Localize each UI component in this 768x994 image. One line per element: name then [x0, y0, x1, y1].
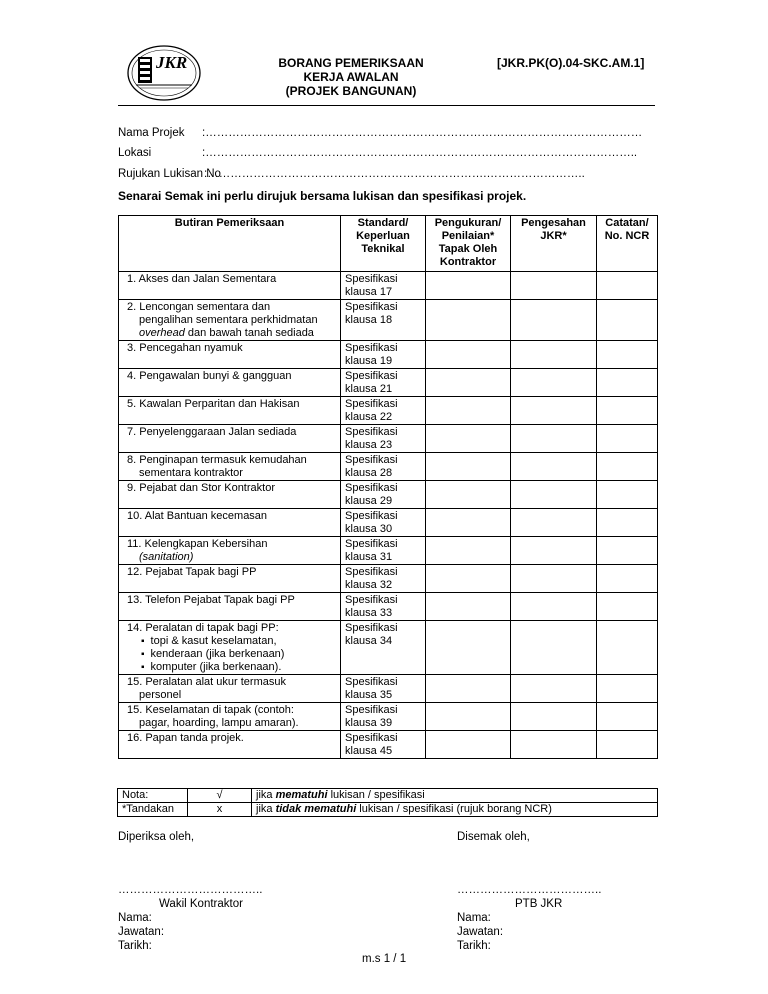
spec-line: Spesifikasi	[345, 676, 398, 688]
bullet-item: ▪ komputer (jika berkenaan).	[141, 661, 336, 674]
pengukuran-cell[interactable]	[426, 300, 511, 341]
item-line: overhead dan bawah tanah sediada	[139, 327, 314, 339]
catatan-cell[interactable]	[597, 453, 658, 481]
table-row	[119, 675, 658, 703]
left-nama: Nama:	[118, 912, 152, 924]
pengesahan-cell[interactable]	[511, 397, 597, 425]
title-line-1: BORANG PEMERIKSAAN	[278, 56, 424, 70]
spec-cell	[341, 593, 426, 621]
catatan-cell[interactable]	[597, 537, 658, 565]
item-line: 4. Pengawalan bunyi & gangguan	[127, 370, 292, 382]
field-value: :……………………………………………………………….……………………..	[204, 168, 585, 180]
bullet-item: ▪ topi & kasut keselamatan,	[141, 635, 336, 648]
item-line: sementara kontraktor	[139, 467, 243, 479]
item-line: 10. Alat Bantuan kecemasan	[127, 510, 268, 522]
spec-line: Spesifikasi	[345, 594, 398, 606]
form-code: [JKR.PK(O).04-SKC.AM.1]	[497, 56, 645, 70]
catatan-cell[interactable]	[597, 341, 658, 369]
table-row	[119, 369, 658, 397]
spec-line: klausa 18	[345, 314, 393, 326]
right-role: PTB JKR	[515, 898, 563, 910]
item-line: 16. Papan tanda projek.	[127, 732, 244, 744]
spec-line: klausa 17	[345, 286, 393, 298]
spec-cell	[341, 425, 426, 453]
bullet-list	[127, 635, 336, 674]
spec-cell	[341, 369, 426, 397]
spec-line: Spesifikasi	[345, 732, 398, 744]
pengesahan-cell[interactable]	[511, 453, 597, 481]
table-row	[119, 425, 658, 453]
tandakan-label: *Tandakan	[118, 803, 188, 817]
nota-line-1: jika mematuhi lukisan / spesifikasi	[252, 789, 658, 803]
table-row	[119, 397, 658, 425]
pengesahan-cell[interactable]	[511, 300, 597, 341]
left-role: Wakil Kontraktor	[159, 898, 243, 910]
item-cell	[119, 675, 341, 703]
field-nama-projek	[118, 127, 658, 139]
left-jawatan: Jawatan:	[118, 926, 165, 938]
item-cell	[119, 300, 341, 341]
catatan-cell[interactable]	[597, 425, 658, 453]
field-value: :…………………………………………………………………………………………………..	[202, 147, 638, 159]
catatan-cell[interactable]	[597, 369, 658, 397]
spec-line: klausa 34	[345, 635, 393, 647]
table-row	[119, 621, 658, 675]
table-row	[119, 731, 658, 759]
left-tarikh: Tarikh:	[118, 940, 152, 952]
spec-cell	[341, 397, 426, 425]
catatan-cell[interactable]	[597, 703, 658, 731]
spec-line: klausa 30	[345, 523, 393, 535]
nota-row-2	[118, 803, 658, 817]
title-line-2: KERJA AWALAN	[303, 70, 399, 84]
spec-line: Spesifikasi	[345, 301, 398, 313]
item-line: 15. Peralatan alat ukur termasuk	[127, 676, 286, 688]
header-pengukuran: Pengukuran/ Penilaian* Tapak Oleh Kontraktor	[426, 216, 511, 272]
item-line: pengalihan sementara perkhidmatan	[139, 314, 318, 326]
spec-line: klausa 45	[345, 745, 393, 757]
spec-line: Spesifikasi	[345, 454, 398, 466]
spec-line: klausa 39	[345, 717, 393, 729]
nota-table	[117, 788, 658, 817]
pengesahan-cell[interactable]	[511, 425, 597, 453]
item-cell	[119, 272, 341, 300]
pengesahan-cell[interactable]	[511, 593, 597, 621]
form-title	[260, 56, 442, 98]
item-cell	[119, 509, 341, 537]
catatan-cell[interactable]	[597, 272, 658, 300]
spec-line: klausa 33	[345, 607, 393, 619]
item-line: (sanitation)	[139, 551, 194, 563]
item-line: 13. Telefon Pejabat Tapak bagi PP	[127, 594, 295, 606]
header-rule	[118, 105, 655, 106]
pengesahan-cell[interactable]	[511, 703, 597, 731]
item-cell	[119, 425, 341, 453]
page-number: m.s 1 / 1	[362, 953, 407, 965]
spec-line: Spesifikasi	[345, 566, 398, 578]
pengesahan-cell[interactable]	[511, 537, 597, 565]
item-line: personel	[139, 689, 182, 701]
pengukuran-cell[interactable]	[426, 425, 511, 453]
left-signature-line: ………………………………..	[118, 884, 263, 896]
pengukuran-cell[interactable]	[426, 621, 511, 675]
table-row	[119, 537, 658, 565]
logo-text: JKR	[156, 53, 188, 72]
pengesahan-cell[interactable]	[511, 481, 597, 509]
spec-line: Spesifikasi	[345, 370, 398, 382]
table-row	[119, 481, 658, 509]
field-value: :……………………………………………………………………………………………………	[202, 127, 643, 139]
field-label: Rujukan Lukisan No	[118, 168, 221, 180]
table-row	[119, 453, 658, 481]
pengukuran-cell[interactable]	[426, 272, 511, 300]
spec-cell	[341, 272, 426, 300]
item-line: 15. Keselamatan di tapak (contoh:	[127, 704, 294, 716]
spec-line: Spesifikasi	[345, 704, 398, 716]
item-cell	[119, 621, 341, 675]
item-line: 14. Peralatan di tapak bagi PP:	[127, 622, 279, 634]
table-row	[119, 593, 658, 621]
pengesahan-cell[interactable]	[511, 731, 597, 759]
field-rujukan-lukisan	[118, 168, 658, 180]
disemak-heading: Disemak oleh,	[457, 831, 530, 843]
spec-cell	[341, 453, 426, 481]
item-cell	[119, 593, 341, 621]
table-row	[119, 300, 658, 341]
jkr-logo	[126, 43, 202, 103]
header-catatan: Catatan/ No. NCR	[597, 216, 658, 272]
spec-line: klausa 19	[345, 355, 393, 367]
spec-line: klausa 32	[345, 579, 393, 591]
spec-line: klausa 29	[345, 495, 393, 507]
catatan-cell[interactable]	[597, 509, 658, 537]
header-standard: Standard/ Keperluan Teknikal	[341, 216, 426, 272]
item-cell	[119, 481, 341, 509]
spec-line: klausa 23	[345, 439, 393, 451]
spec-line: Spesifikasi	[345, 482, 398, 494]
table-row	[119, 703, 658, 731]
right-nama: Nama:	[457, 912, 491, 924]
right-tarikh: Tarikh:	[457, 940, 491, 952]
item-line: 1. Akses dan Jalan Sementara	[127, 273, 277, 285]
pengukuran-cell[interactable]	[426, 537, 511, 565]
item-cell	[119, 703, 341, 731]
item-line: 7. Penyelenggaraan Jalan sediada	[127, 426, 297, 438]
nota-line-2: jika tidak mematuhi lukisan / spesifikasi (rujuk borang NCR)	[252, 803, 658, 817]
item-cell	[119, 537, 341, 565]
item-line: 8. Penginapan termasuk kemudahan	[127, 454, 307, 466]
item-line: 2. Lencongan sementara dan	[127, 301, 271, 313]
table-header-row	[119, 216, 658, 272]
spec-cell	[341, 509, 426, 537]
item-line: 11. Kelengkapan Kebersihan	[127, 538, 268, 550]
catatan-cell[interactable]	[597, 300, 658, 341]
spec-line: Spesifikasi	[345, 398, 398, 410]
bullet-item: ▪ kenderaan (jika berkenaan)	[141, 648, 336, 661]
spec-line: klausa 21	[345, 383, 393, 395]
check-symbol: √	[188, 789, 252, 803]
header-pengesahan: Pengesahan JKR*	[511, 216, 597, 272]
spec-cell	[341, 621, 426, 675]
pengesahan-cell[interactable]	[511, 675, 597, 703]
item-cell	[119, 565, 341, 593]
item-cell	[119, 341, 341, 369]
catatan-cell[interactable]	[597, 481, 658, 509]
pengukuran-cell[interactable]	[426, 593, 511, 621]
pengukuran-cell[interactable]	[426, 731, 511, 759]
spec-line: klausa 28	[345, 467, 393, 479]
spec-cell	[341, 565, 426, 593]
spec-line: klausa 35	[345, 689, 393, 701]
item-line: 9. Pejabat dan Stor Kontraktor	[127, 482, 275, 494]
spec-cell	[341, 675, 426, 703]
item-line: 3. Pencegahan nyamuk	[127, 342, 243, 354]
table-row	[119, 565, 658, 593]
item-cell	[119, 397, 341, 425]
pengukuran-cell[interactable]	[426, 397, 511, 425]
catatan-cell[interactable]	[597, 397, 658, 425]
spec-line: Spesifikasi	[345, 622, 398, 634]
spec-cell	[341, 537, 426, 565]
catatan-cell[interactable]	[597, 565, 658, 593]
field-lokasi	[118, 147, 658, 159]
item-line: pagar, hoarding, lampu amaran).	[139, 717, 299, 729]
table-row	[119, 272, 658, 300]
pengesahan-cell[interactable]	[511, 369, 597, 397]
spec-cell	[341, 341, 426, 369]
spec-line: klausa 31	[345, 551, 393, 563]
spec-line: Spesifikasi	[345, 273, 398, 285]
pengesahan-cell[interactable]	[511, 621, 597, 675]
spec-line: Spesifikasi	[345, 426, 398, 438]
catatan-cell[interactable]	[597, 593, 658, 621]
header-butiran: Butiran Pemeriksaan	[119, 216, 341, 272]
item-cell	[119, 369, 341, 397]
spec-cell	[341, 703, 426, 731]
table-row	[119, 341, 658, 369]
catatan-cell[interactable]	[597, 621, 658, 675]
field-label: Nama Projek	[118, 127, 185, 139]
checklist-table	[118, 215, 658, 759]
nota-label: Nota:	[118, 789, 188, 803]
pengukuran-cell[interactable]	[426, 509, 511, 537]
field-label: Lokasi	[118, 147, 152, 159]
pengesahan-cell[interactable]	[511, 341, 597, 369]
item-line: 5. Kawalan Perparitan dan Hakisan	[127, 398, 300, 410]
instruction-text: Senarai Semak ini perlu dirujuk bersama lukisan dan spesifikasi projek.	[118, 189, 527, 203]
diperiksa-heading: Diperiksa oleh,	[118, 831, 195, 843]
pengesahan-cell[interactable]	[511, 272, 597, 300]
pengesahan-cell[interactable]	[511, 565, 597, 593]
nota-row-1	[118, 789, 658, 803]
spec-cell	[341, 731, 426, 759]
spec-line: Spesifikasi	[345, 510, 398, 522]
spec-line: Spesifikasi	[345, 342, 398, 354]
catatan-cell[interactable]	[597, 675, 658, 703]
pengukuran-cell[interactable]	[426, 565, 511, 593]
right-jawatan: Jawatan:	[457, 926, 504, 938]
x-symbol: x	[188, 803, 252, 817]
item-cell	[119, 453, 341, 481]
item-line: 12. Pejabat Tapak bagi PP	[127, 566, 257, 578]
title-line-3: (PROJEK BANGUNAN)	[285, 84, 417, 98]
item-cell	[119, 731, 341, 759]
spec-cell	[341, 300, 426, 341]
catatan-cell[interactable]	[597, 731, 658, 759]
pengukuran-cell[interactable]	[426, 341, 511, 369]
spec-line: klausa 22	[345, 411, 393, 423]
spec-cell	[341, 481, 426, 509]
table-row	[119, 509, 658, 537]
pengukuran-cell[interactable]	[426, 453, 511, 481]
pengukuran-cell[interactable]	[426, 675, 511, 703]
spec-line: Spesifikasi	[345, 538, 398, 550]
pengukuran-cell[interactable]	[426, 369, 511, 397]
pengukuran-cell[interactable]	[426, 703, 511, 731]
pengukuran-cell[interactable]	[426, 481, 511, 509]
right-signature-line: ………………………………..	[457, 884, 602, 896]
pengesahan-cell[interactable]	[511, 509, 597, 537]
